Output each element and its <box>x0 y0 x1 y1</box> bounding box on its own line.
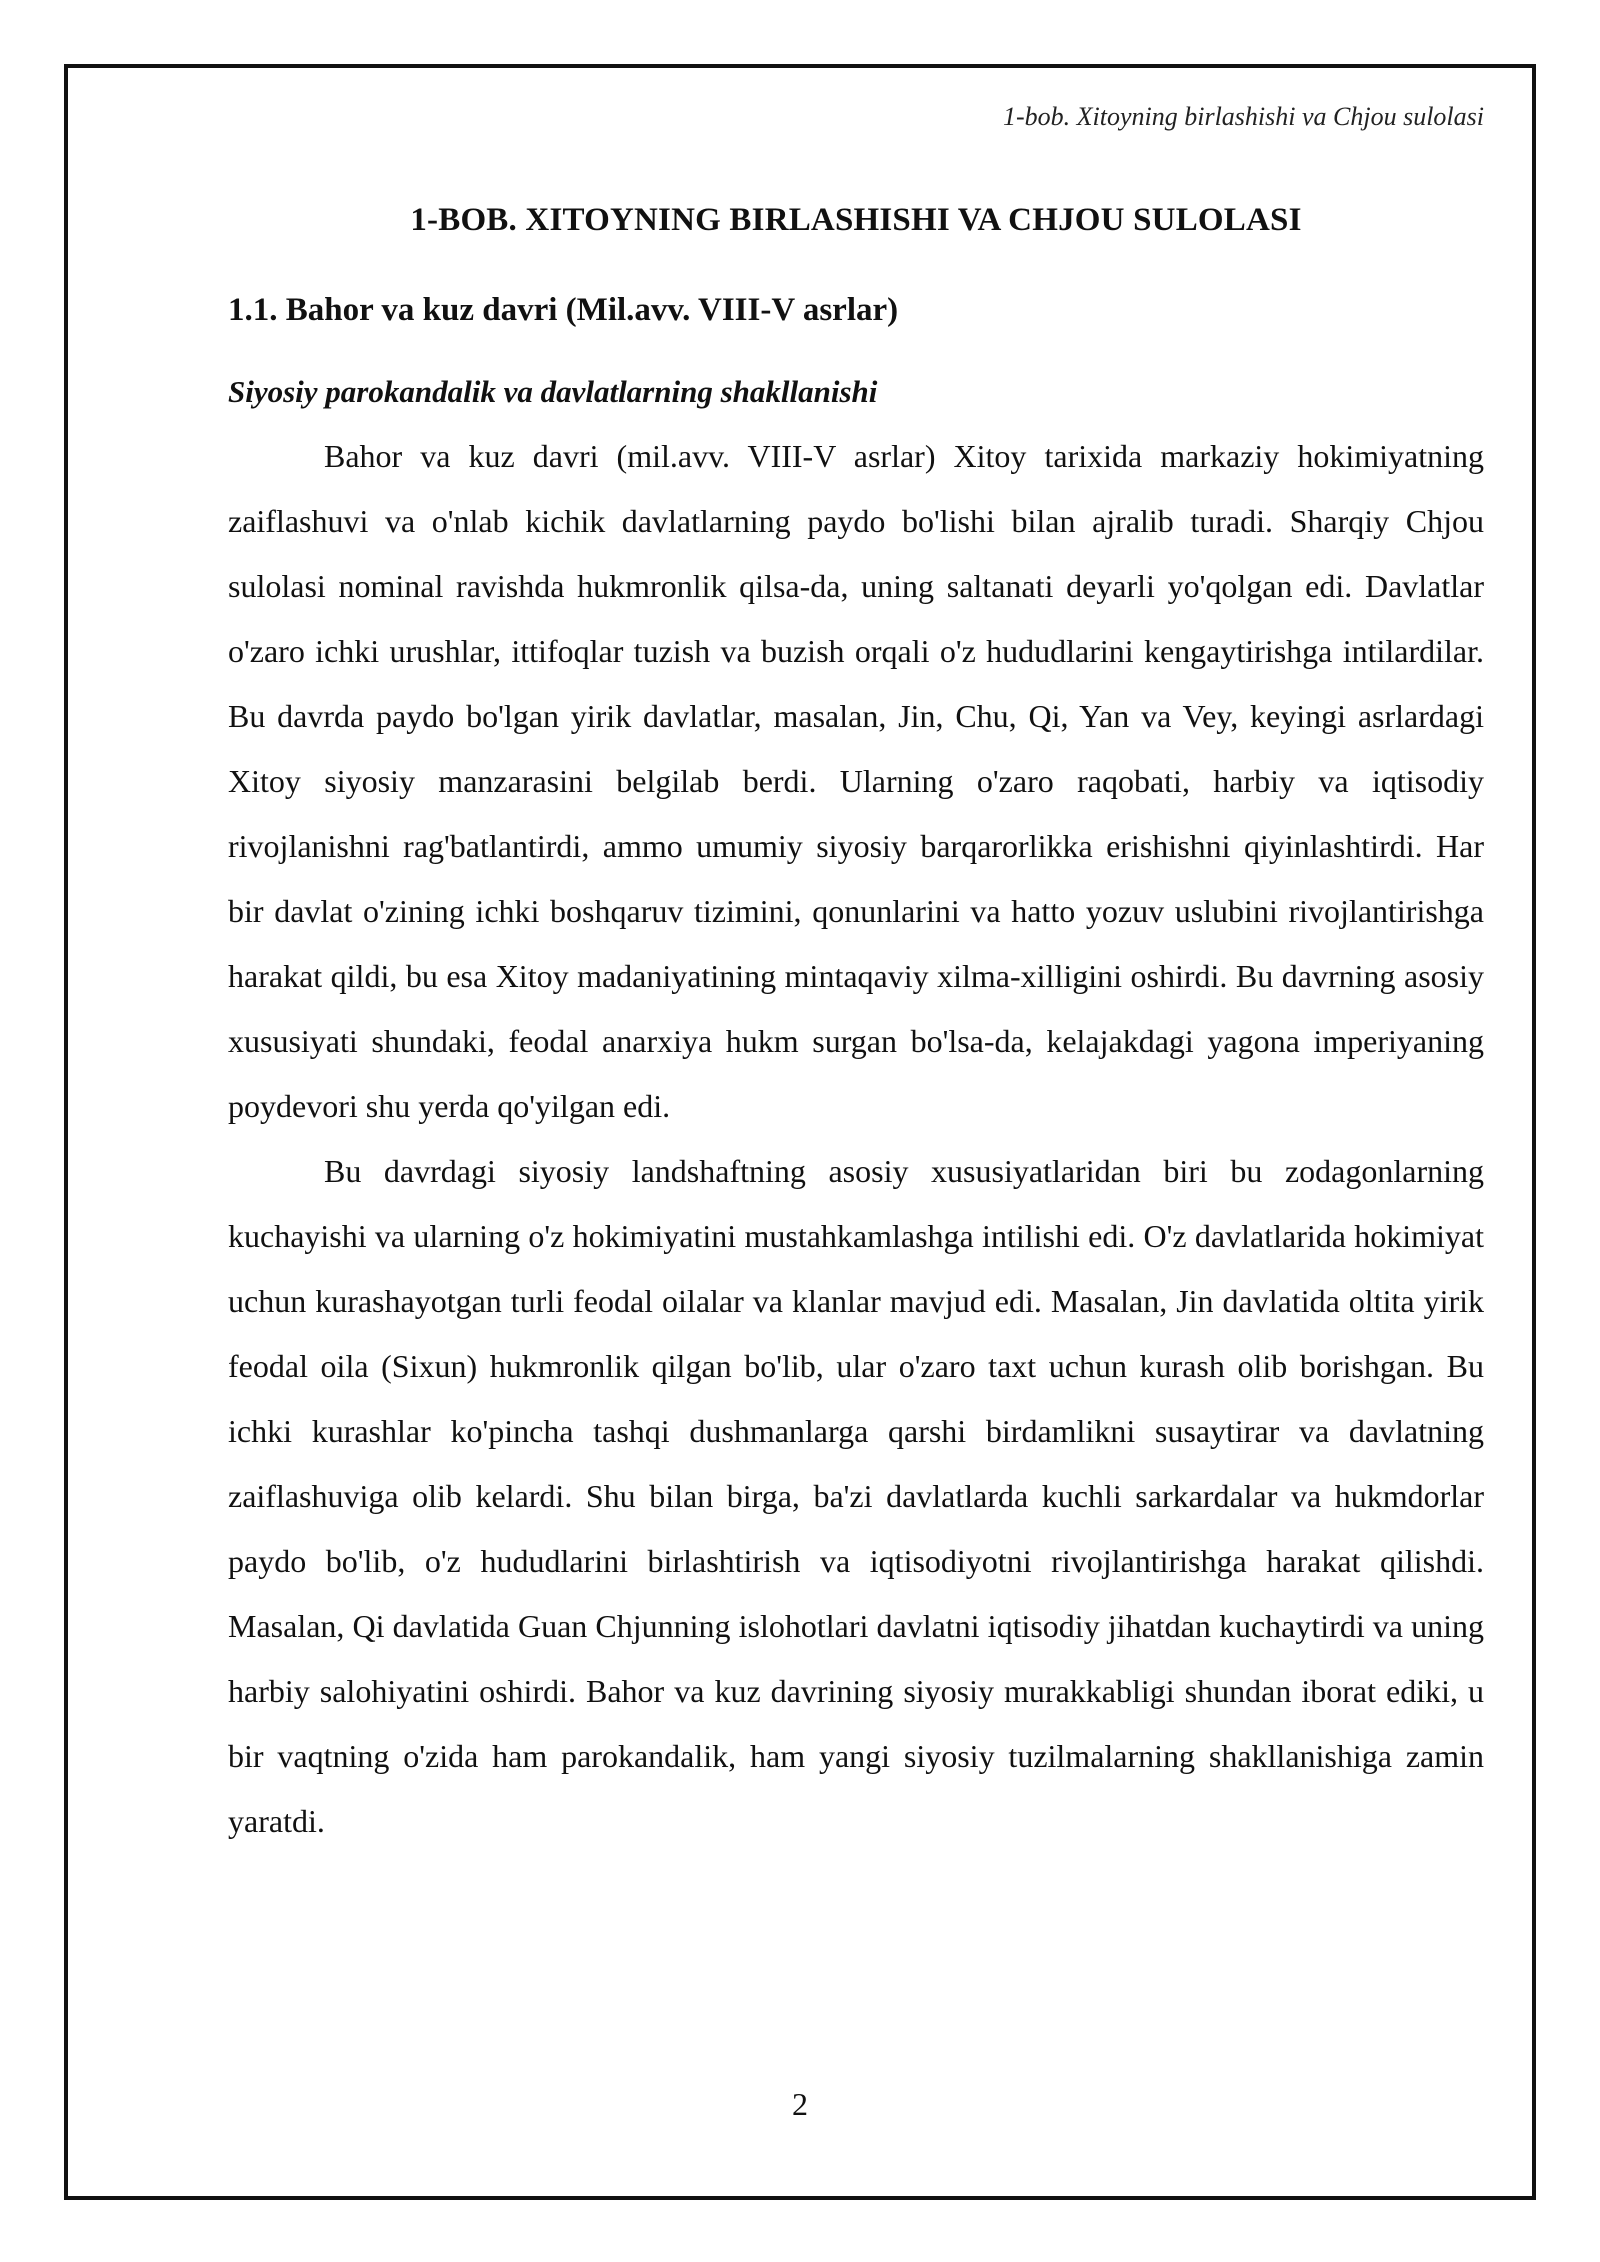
subsection-title: Siyosiy parokandalik va davlatlarning shakllanishi <box>228 374 878 409</box>
chapter-title: 1-BOB. XITOYNING BIRLASHISHI VA CHJOU SULOLASI <box>410 202 1302 238</box>
section-title: 1.1. Bahor va kuz davri (Mil.avv. VIII-V asrlar) <box>228 292 899 328</box>
body-paragraph-2: Bu davrdagi siyosiy landshaftning asosiy xususiyatlaridan biri bu zodagonlarning kuchayishi va ularning o'z hokimiyatini mustahkamlashga intilishi edi. O'z davlatlarida hokimiyat uchun kurashayotgan turli feodal oilalar va klanlar mavjud edi. Masalan, Jin davlatida oltita yirik feodal oila (Sixun) hukmronlik qilgan bo'lib, ular o'zaro taxt uchun kurash olib borishgan. Bu ichki kurashlar ko'pincha tashqi dushmanlarga qarshi birdamlikni susaytirar va davlatning zaiflashuviga olib kelardi. Shu bilan birga, ba'zi davlatlarda kuchli sarkardalar va hukmdorlar paydo bo'lib, o'z hududlarini birlashtirish va iqtisodiyotni rivojlantirishga harakat qilishdi. Masalan, Qi davlatida Guan Chjunning islohotlari davlatni iqtisodiy jihatdan kuchaytirdi va uning harbiy salohiyatini oshirdi. Bahor va kuz davrining siyosiy murakkabligi shundan iborat ediki, u bir vaqtning o'zida ham parokandalik, ham yangi siyosiy tuzilmalarning shakllanishiga zamin yaratdi. <box>228 1153 1484 1839</box>
page-content <box>228 188 1484 1854</box>
running-header: 1-bob. Xitoyning birlashishi va Chjou sulolasi <box>1002 102 1484 131</box>
body-paragraph-1: Bahor va kuz davri (mil.avv. VIII-V asrlar) Xitoy tarixida markaziy hokimiyatning zaiflashuvi va o'nlab kichik davlatlarning paydo bo'lishi bilan ajralib turadi. Sharqiy Chjou sulolasi nominal ravishda hukmronlik qilsa-da, uning saltanati deyarli yo'qolgan edi. Davlatlar o'zaro ichki urushlar, ittifoqlar tuzish va buzish orqali o'z hududlarini kengaytirishga intilardilar. Bu davrda paydo bo'lgan yirik davlatlar, masalan, Jin, Chu, Qi, Yan va Vey, keyingi asrlardagi Xitoy siyosiy manzarasini belgilab berdi. Ularning o'zaro raqobati, harbiy va iqtisodiy rivojlanishni rag'batlantirdi, ammo umumiy siyosiy barqarorlikka erishishni qiyinlashtirdi. Har bir davlat o'zining ichki boshqaruv tizimini, qonunlarini va hatto yozuv uslubini rivojlantirishga harakat qildi, bu esa Xitoy madaniyatining mintaqaviy xilma-xilligini oshirdi. Bu davrning asosiy xususiyati shundaki, feodal anarxiya hukm surgan bo'lsa-da, kelajakdagi yagona imperiyaning poydevori shu yerda qo'yilgan edi. <box>228 438 1484 1124</box>
page-border <box>64 64 1536 2200</box>
page-number: 2 <box>792 2086 808 2122</box>
